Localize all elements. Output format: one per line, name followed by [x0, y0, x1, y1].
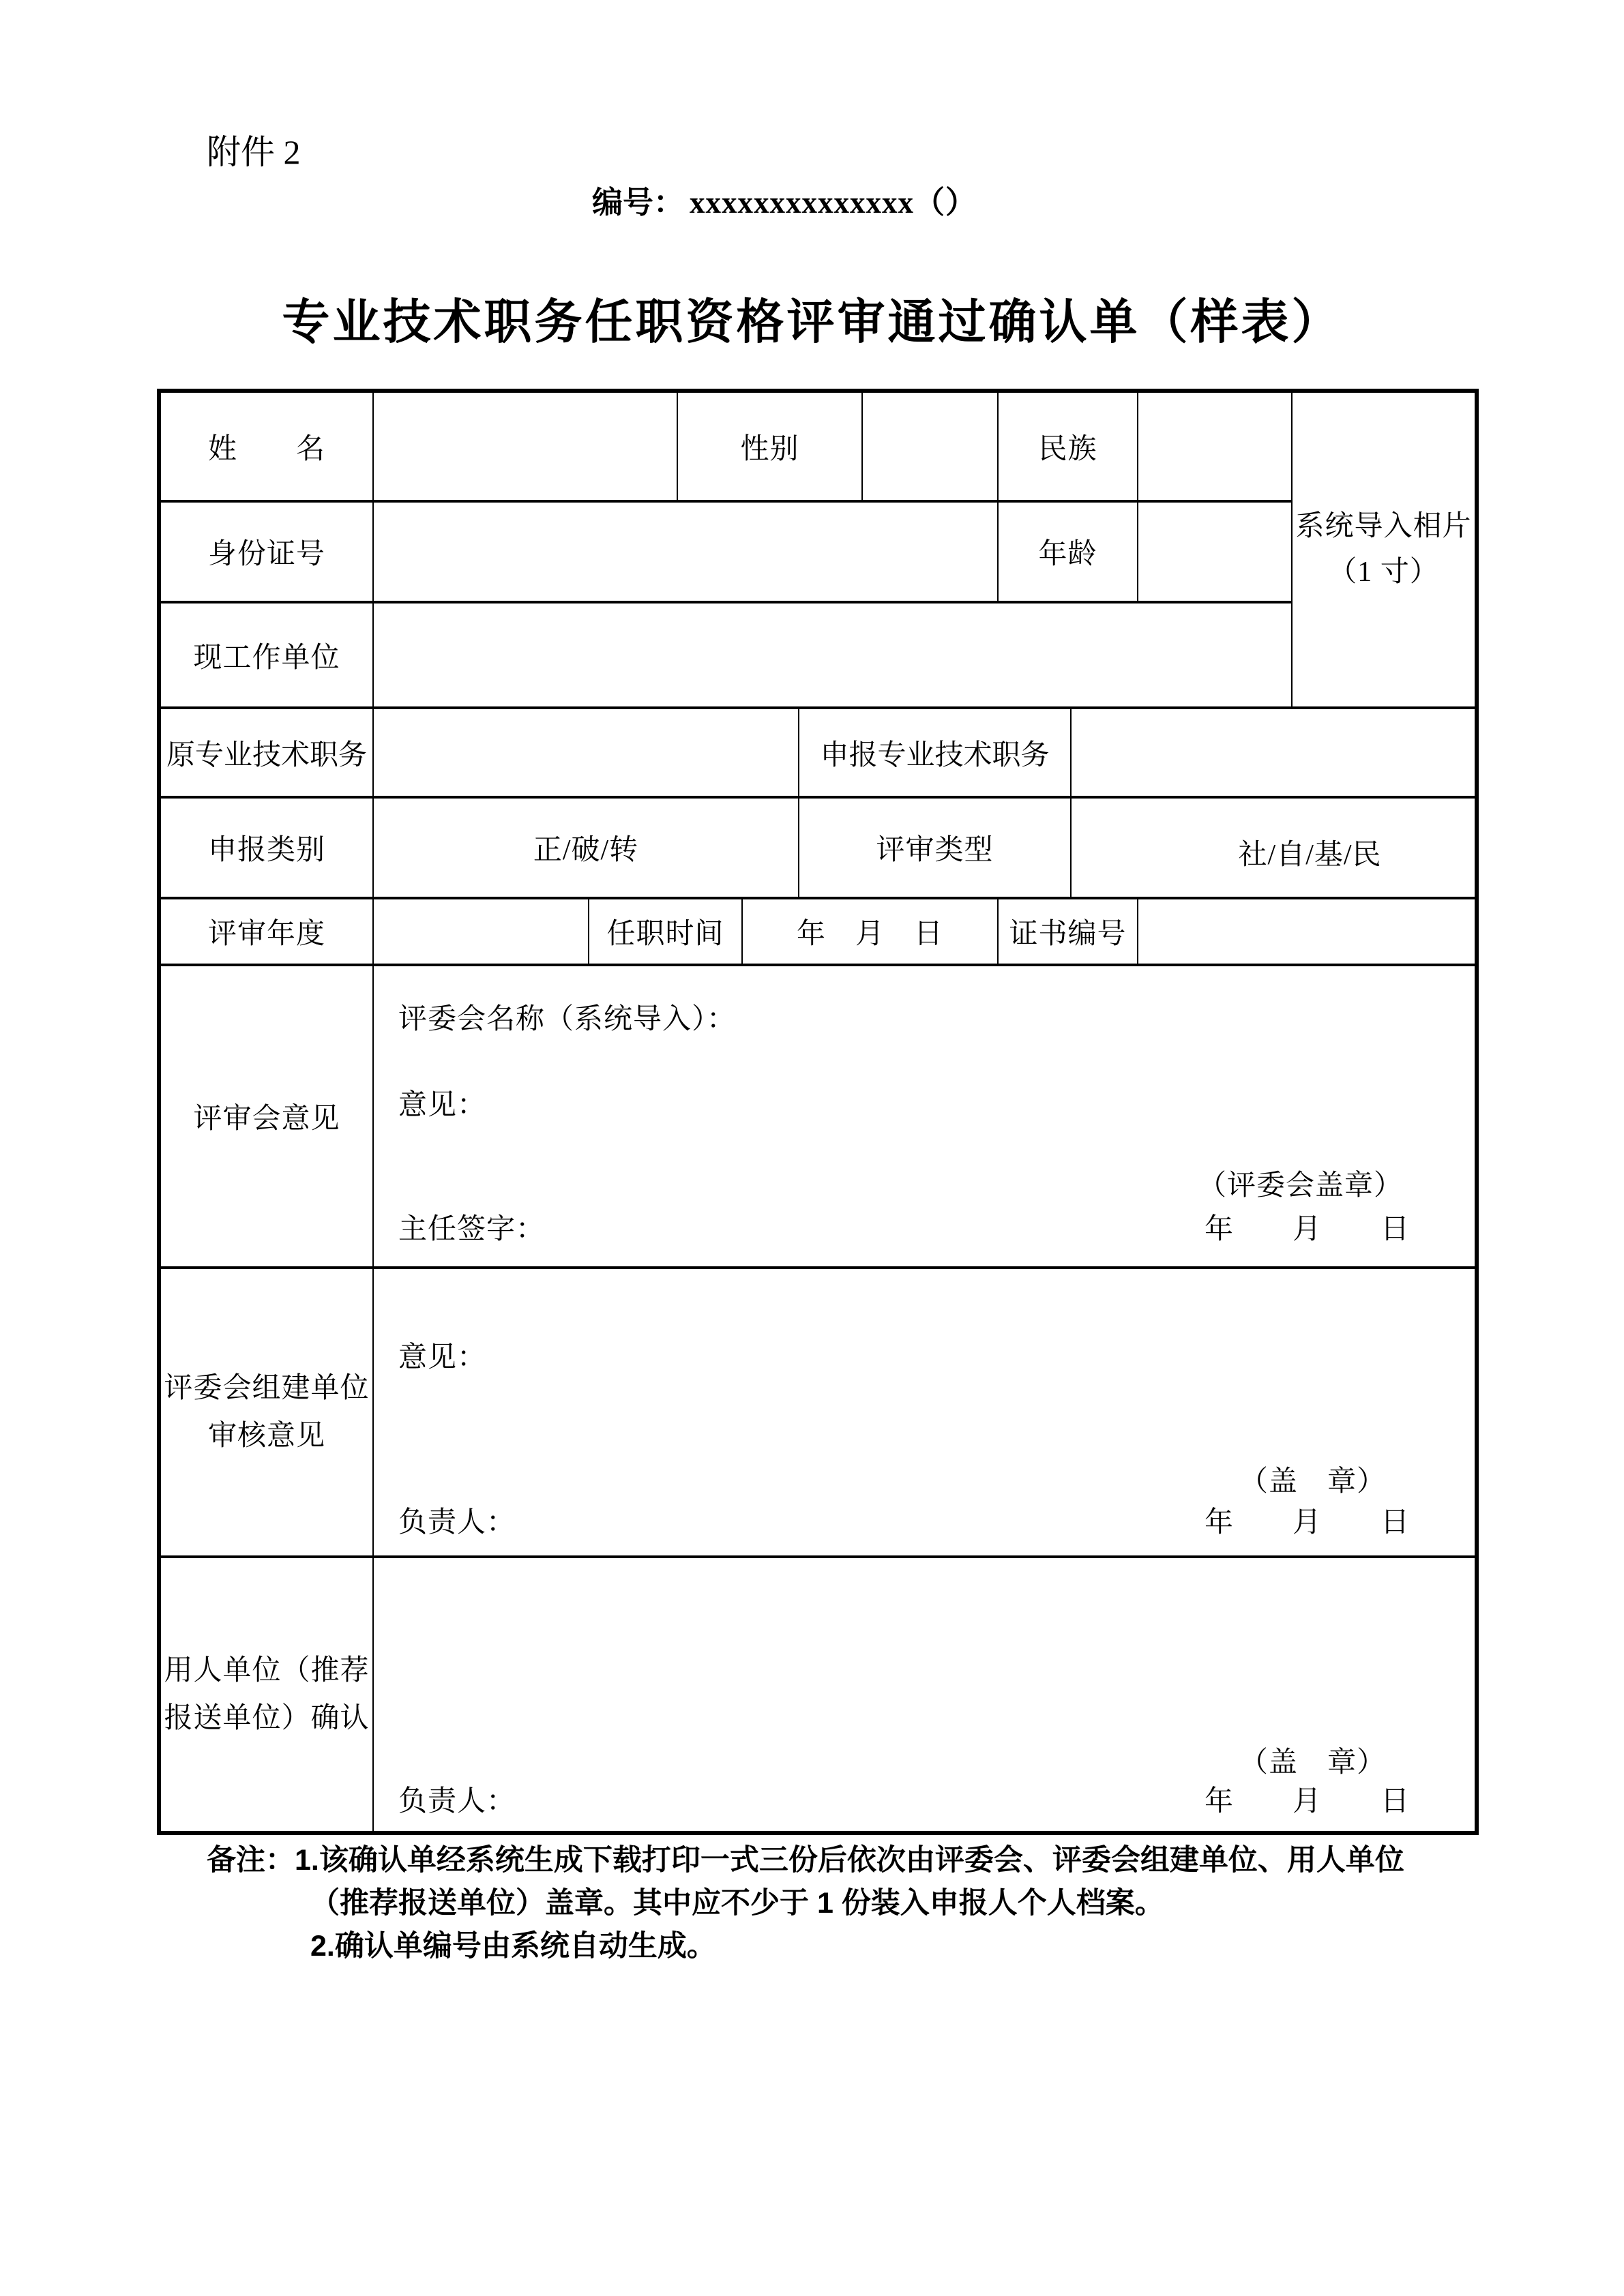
current-employer-label-cell: 现工作单位 [159, 602, 373, 708]
review-committee-opinion-label-cell: 评审会意见 [159, 965, 373, 1268]
appointment-time-label-cell: 任职时间 [589, 898, 742, 965]
review-year-label-cell: 评审年度 [159, 898, 373, 965]
age-value-cell [1138, 501, 1292, 602]
note-line-2: （推荐报送单位）盖章。其中应不少于 1 份装入申报人个人档案。 [310, 1887, 1164, 1920]
employer-label-line1: 用人单位（推荐 [164, 1655, 370, 1686]
certificate-no-label-cell: 证书编号 [998, 898, 1138, 965]
applied-title-label-cell: 申报专业技术职务 [799, 708, 1071, 797]
review-type-value-cell: 社/自/基/民 [1071, 797, 1477, 898]
row-review-committee-opinion [159, 965, 1477, 1268]
row-category-type [159, 797, 1477, 898]
employer-confirmation-content-cell [373, 1557, 1477, 1833]
committee-name-line: 评委会名称（系统导入）： [398, 1004, 737, 1035]
application-category-value-cell: 正/破/转 [373, 797, 799, 898]
employer-label-line2: 报送单位）确认 [164, 1703, 370, 1734]
review-type-label-cell: 评审类型 [799, 797, 1071, 898]
certificate-no-value-cell [1138, 898, 1477, 965]
note-line-1: 备注：1.该确认单经系统生成下载打印一式三份后依次由评委会、评委会组建单位、用人单位 [207, 1844, 1404, 1877]
org-unit-date-placeholder: 年 月 日 [1205, 1507, 1411, 1538]
employer-seal-note: （盖 章） [1239, 1747, 1387, 1778]
org-unit-opinion-label: 意见： [398, 1342, 487, 1373]
photo-placeholder-cell [1292, 391, 1477, 708]
org-unit-responsible-label: 负责人： [398, 1507, 516, 1538]
employer-date-placeholder: 年 月 日 [1205, 1786, 1411, 1817]
serial-number-label: 编号： [592, 185, 685, 220]
name-value-cell [373, 391, 677, 501]
gender-label-cell: 性别 [677, 391, 862, 501]
id-number-label-cell: 身份证号 [159, 501, 373, 602]
attachment-label: 附件 2 [207, 133, 301, 171]
org-unit-seal-note: （盖 章） [1239, 1466, 1387, 1497]
row-titles [159, 708, 1477, 797]
employer-responsible-label: 负责人： [398, 1786, 516, 1817]
org-unit-opinion-content-cell [373, 1268, 1477, 1557]
serial-number-value: xxxxxxxxxxxxxx（） [690, 185, 977, 220]
committee-seal-note: （评委会盖章） [1198, 1170, 1404, 1202]
applied-title-value-cell [1071, 708, 1477, 797]
confirmation-form-table [157, 389, 1479, 1835]
gender-value-cell [862, 391, 998, 501]
review-committee-opinion-content-cell [373, 965, 1477, 1268]
photo-note-line1: 系统导入相片 [1295, 511, 1472, 542]
employer-confirmation-label-cell [159, 1557, 373, 1833]
appointment-date-placeholder: 年 月 日 [742, 898, 998, 965]
row-id-number [159, 501, 1477, 602]
row-review-year [159, 898, 1477, 965]
committee-date-placeholder: 年 月 日 [1205, 1214, 1411, 1245]
footer-notes [207, 1839, 1441, 1968]
opinion-label: 意见： [398, 1090, 487, 1121]
director-signature-label: 主任签字： [398, 1214, 546, 1245]
row-name [159, 391, 1477, 501]
application-category-label-cell: 申报类别 [159, 797, 373, 898]
review-year-value-cell [373, 898, 589, 965]
note-line-3: 2.确认单编号由系统自动生成。 [310, 1930, 716, 1963]
former-title-value-cell [373, 708, 799, 797]
age-label-cell: 年龄 [998, 501, 1138, 602]
ethnicity-label-cell: 民族 [998, 391, 1138, 501]
former-title-label-cell: 原专业技术职务 [159, 708, 373, 797]
serial-number-line [592, 177, 977, 222]
id-number-value-cell [373, 501, 998, 602]
org-unit-label-line1: 评委会组建单位 [164, 1373, 370, 1404]
current-employer-value-cell [373, 602, 1292, 708]
org-unit-opinion-label-cell [159, 1268, 373, 1557]
ethnicity-value-cell [1138, 391, 1292, 501]
name-label-cell: 姓 名 [159, 391, 373, 501]
row-employer-confirmation [159, 1557, 1477, 1833]
page-title: 专业技术职务任职资格评审通过确认单（样表） [282, 295, 1342, 348]
photo-note-line2: （1 寸） [1328, 556, 1439, 588]
row-current-employer [159, 602, 1477, 708]
org-unit-label-line2: 审核意见 [207, 1420, 325, 1452]
row-org-unit-opinion [159, 1268, 1477, 1557]
